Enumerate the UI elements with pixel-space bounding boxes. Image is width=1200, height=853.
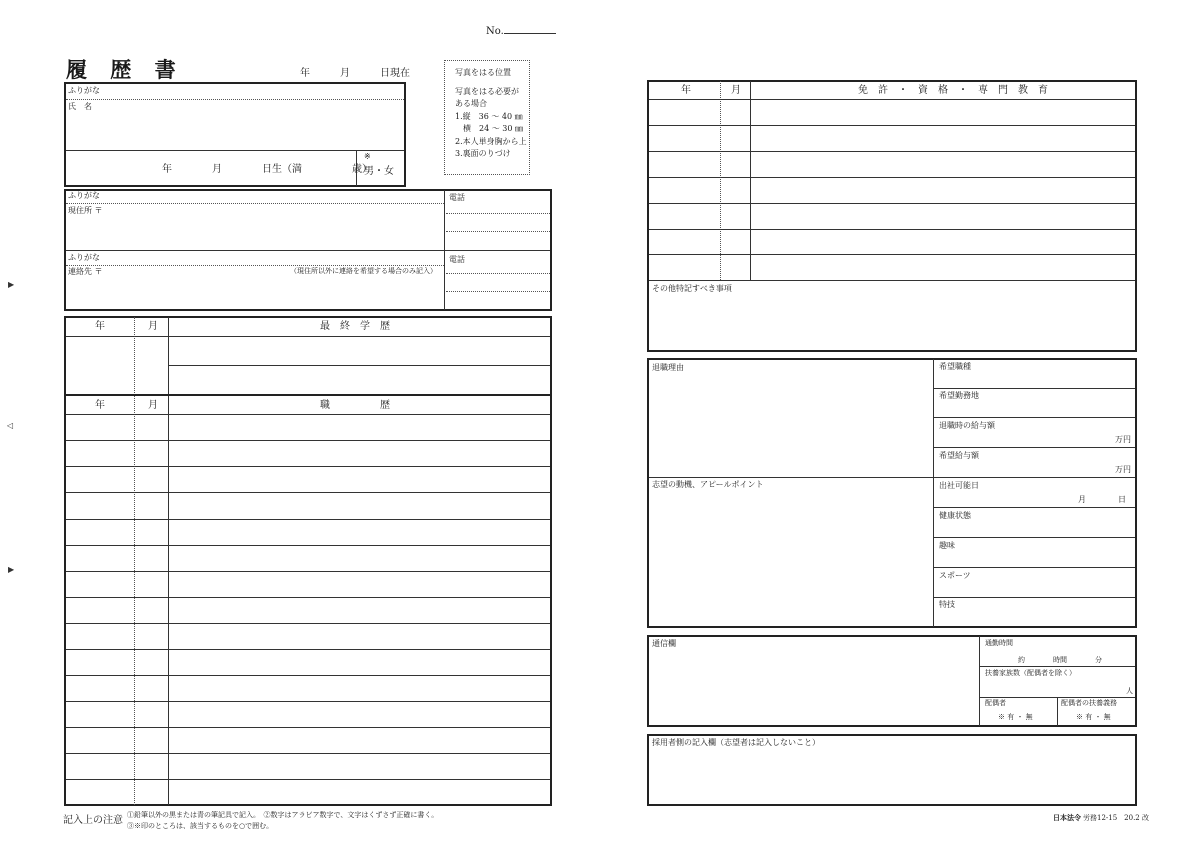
other-notes-label: その他特記すべき事項 [652,284,732,293]
job-type-label: 希望職種 [939,362,971,371]
contact-note: （現住所以外に連絡を希望する場合のみ記入） [290,267,437,275]
start-date-label: 出社可能日 [939,481,979,490]
birth-date: 年 月 日生（満 歳） [162,164,372,175]
contact-address-label: 連絡先 〒 [68,267,103,276]
notes-line: ③※印のところは、該当するものを○で囲む。 [127,822,274,830]
communication-section [647,635,1137,727]
name-label: 氏 名 [68,102,92,111]
current-address-label: 現住所 〒 [68,206,103,215]
education-heading: 最 終 学 歴 [320,321,390,332]
photo-line: 3.裏面のりづけ [455,149,511,158]
name-field[interactable] [66,103,402,148]
reasons-section [647,358,1137,628]
spouse-support-choice[interactable]: ※ 有 ・ 無 [1076,713,1111,721]
motivation-label: 志望の動機、アピールポイント [652,480,764,489]
month-header: 月 [148,321,158,332]
document-title: 履 歴 書 [66,57,184,82]
hobby-label: 趣味 [939,541,955,550]
no-label: No. [486,26,556,37]
skill-label: 特技 [939,600,955,609]
photo-line: 写真をはる必要が [455,86,519,96]
month-header: 月 [148,400,158,411]
furigana-label: ふりがな [68,191,100,200]
year-header: 年 [95,321,105,332]
as-of-date: 年 月 日現在 [300,68,410,79]
person-unit: 人 [1126,687,1133,695]
month-day-label: 月 日 [1078,495,1126,504]
commute-label: 通勤時間 [985,639,1013,647]
health-label: 健康状態 [939,511,971,520]
photo-title: 写真をはる位置 [455,68,511,77]
comm-label: 通信欄 [652,639,676,648]
dependents-label: 扶養家族数（配偶者を除く） [985,669,1076,677]
arrow-left-icon: ◁ [7,421,14,430]
form-code: 労務12-15 20.2 改 [1083,814,1149,822]
note-mark: ※ [364,152,371,161]
furigana-label: ふりがな [68,253,100,262]
brand-logo: 日本法令 [1053,814,1081,822]
spouse-label: 配偶者 [985,699,1006,707]
phone-label: 電話 [449,193,465,202]
arrow-right-icon: ▶ [8,565,15,574]
notes-label: 記入上の注意 [63,815,123,826]
photo-line: 1.縦 36 ～ 40 ㎜ [455,111,523,121]
photo-area [444,60,530,175]
employer-label: 採用者側の記入欄（志望者は記入しないこと） [652,738,820,747]
spouse-support-label: 配偶者の扶養義務 [1061,699,1117,707]
unit-label: 万円 [1115,465,1131,474]
photo-line: 横 24 ～ 30 ㎜ [455,124,523,133]
year-header: 年 [681,85,691,96]
year-header: 年 [95,400,105,411]
career-heading: 職 歴 [320,400,390,411]
location-label: 希望勤務地 [939,391,979,400]
notes-line: ①鉛筆以外の黒または青の筆記具で記入。 ②数字はアラビア数字で、文字はくずさず正確に書く。 [127,811,439,819]
gender-choice[interactable]: 男・女 [364,166,394,177]
photo-line: 2.本人単身胸から上 [455,136,527,146]
retire-reason-label: 退職理由 [652,363,684,372]
commute-value: 約 時間 分 [1018,656,1102,664]
furigana-label: ふりがな [68,86,100,95]
photo-line: ある場合 [455,99,487,108]
salary-at-retire-label: 退職時の給与額 [939,421,995,430]
month-header: 月 [731,85,741,96]
spouse-choice[interactable]: ※ 有 ・ 無 [998,713,1033,721]
license-heading: 免 許 ・ 資 格 ・ 専 門 教 育 [858,85,1048,96]
desired-salary-label: 希望給与額 [939,451,979,460]
phone-label: 電話 [449,255,465,264]
sports-label: スポーツ [939,571,971,580]
arrow-right-icon: ▶ [8,280,15,289]
unit-label: 万円 [1115,435,1131,444]
history-table [64,316,552,806]
